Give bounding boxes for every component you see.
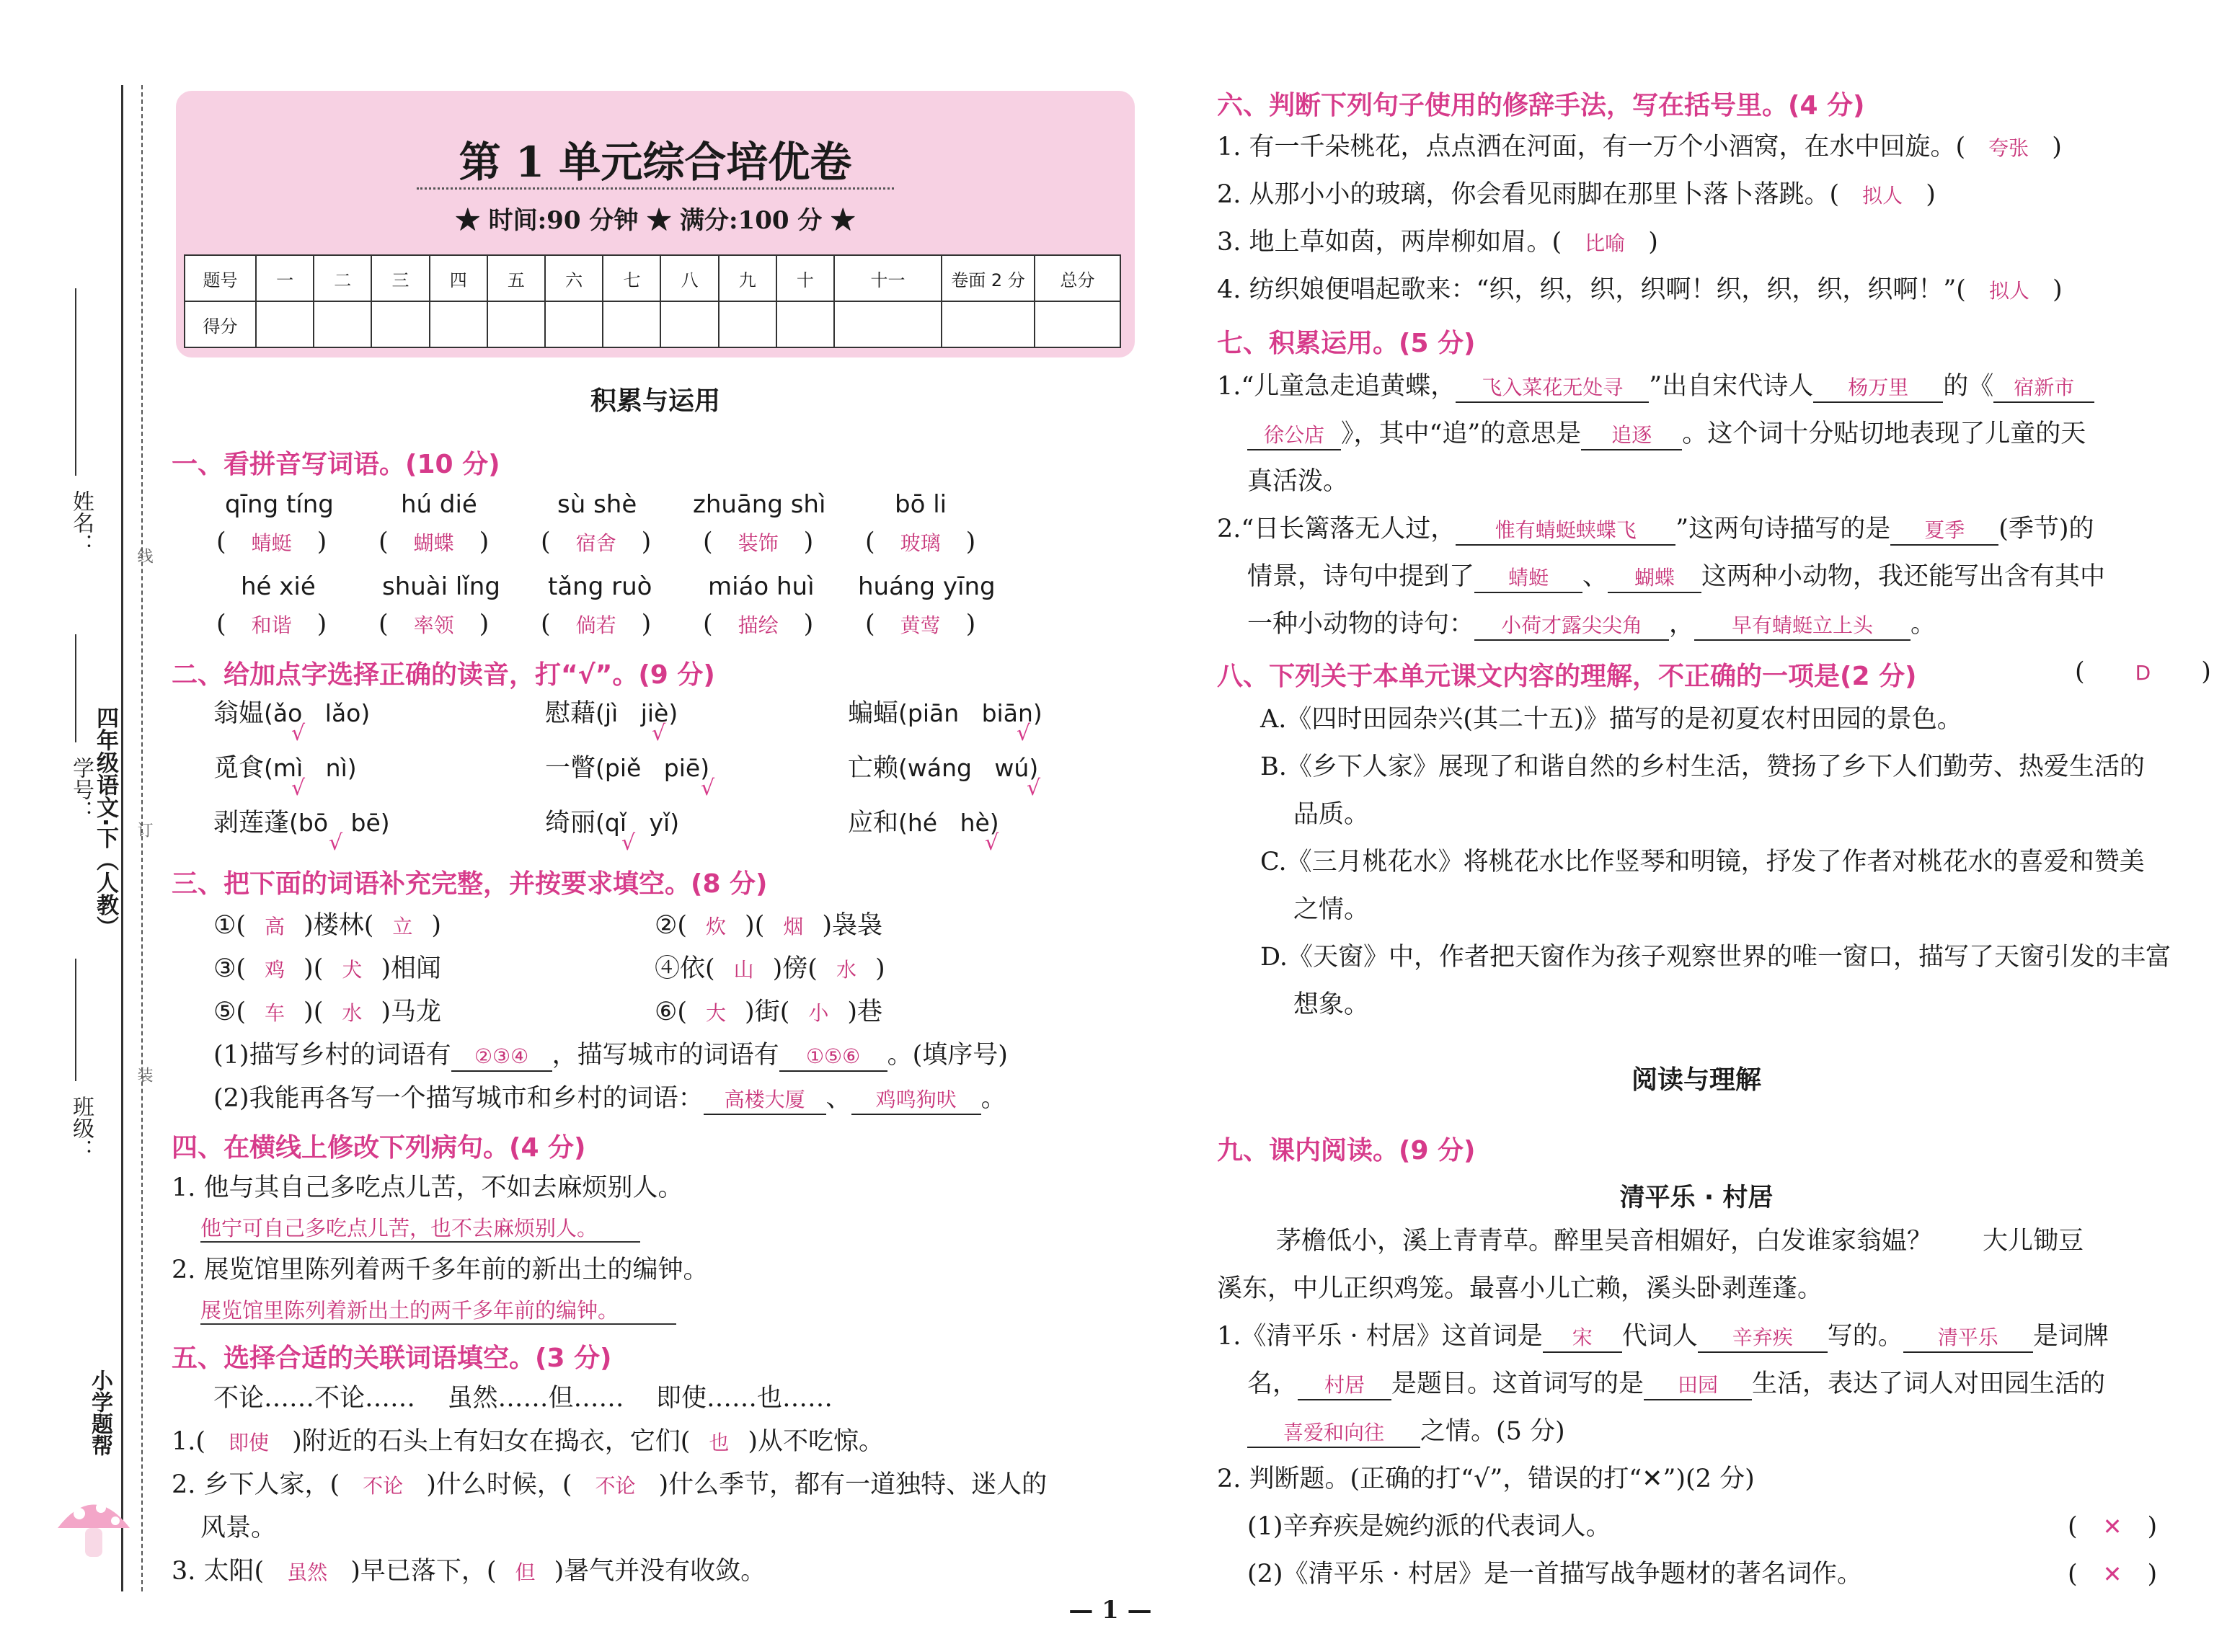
answer-blank: ( 黄莺 ) (865, 610, 976, 639)
q1-pinyin-row1 (225, 489, 947, 520)
q7-line: 情景，诗句中提到了 蜻蜓 、 蝴蝶 这两种小动物，我还能写出含有其中 (1247, 561, 2105, 593)
q6-item: 1. 有一千朵桃花，点点洒在河面，有一万个小酒窝，在水中回旋。( 夸张 ) (1217, 133, 2062, 161)
q4-answer: 展览馆里陈列着新出土的两千多年前的编钟。 (200, 1297, 676, 1325)
q7-line: 一种小动物的诗句： 小荷才露尖尖角 ， 早有蜻蜓立上头 。 (1247, 608, 1936, 641)
book-label: 四年级语文·下（人教） (92, 706, 118, 938)
table-header: 十一 (834, 255, 942, 301)
score-cell[interactable] (256, 301, 314, 347)
q7-line: 1.“儿童急走追黄蝶， 飞入菜花无处寻 ”出自宋代诗人 杨万里 的《 宿新市 (1217, 370, 2094, 403)
score-cell[interactable] (834, 301, 942, 347)
check-mark: √ (329, 830, 343, 856)
score-cell[interactable] (487, 301, 545, 347)
q4-sentence: 2. 展览馆里陈列着两千多年前的新出土的编钟。 (172, 1256, 709, 1284)
answer-blank: ( 装饰 ) (703, 528, 814, 556)
answer-blank: ( 蜻蜓 ) (216, 528, 327, 556)
answer-blank: ( 蝴蝶 ) (378, 528, 490, 556)
q6-title: 六、判断下列句子使用的修辞手法，写在括号里。(4 分) (1217, 91, 1865, 120)
score-table-header-row (185, 255, 1120, 301)
q8-option: 想象。 (1293, 990, 1370, 1019)
q5-sentence: 2. 乡下人家，( 不论 )什么时候，( 不论 )什么季节，都有一道独特、迷人的 (172, 1470, 1048, 1499)
q2-item: 翁媪(ǎo lǎo) (213, 699, 371, 728)
q3-line: ⑥( 大 )街( 小 )巷 (655, 998, 883, 1026)
answer-blank: ( 玻璃 ) (865, 528, 976, 556)
id-label: 学号： (68, 757, 94, 822)
q2-item: 一瞥(piě piē) (545, 754, 710, 783)
pinyin: hé xié (241, 572, 316, 601)
margin-strip (0, 0, 155, 1652)
part-title-accumulation: 积累与运用 (590, 386, 720, 416)
q8-title: 八、下列关于本单元课文内容的理解，不正确的一项是(2 分) (1217, 662, 1917, 691)
brand-text: 小学题帮 (87, 1369, 112, 1456)
poem-title: 清平乐 · 村居 (1619, 1184, 1774, 1212)
pinyin: miáo huì (708, 572, 815, 601)
q9-judge: (2)《清平乐 · 村居》是一首描写战争题材的著名词作。 (1247, 1560, 1862, 1589)
q8-option: D.《天窗》中，作者把天窗作为孩子观察世界的唯一窗口，描写了天窗引发的丰富 (1260, 943, 2171, 972)
bind-mark-3: 装 (135, 1067, 153, 1083)
q2-item: 慰藉(jì jiè) (545, 699, 678, 728)
q5-title: 五、选择合适的关联词语填空。(3 分) (172, 1344, 612, 1373)
table-header: 八 (660, 255, 718, 301)
q8-option: B.《乡下人家》展现了和谐自然的乡村生活，赞扬了乡下人们勤劳、热爱生活的 (1260, 752, 2145, 781)
score-cell[interactable] (371, 301, 429, 347)
pinyin: bō li (895, 490, 947, 519)
q8-option: A.《四时田园杂兴(其二十五)》描写的是初夏农村田园的景色。 (1260, 705, 1962, 734)
table-header: 四 (430, 255, 487, 301)
q9-line: 1.《清平乐 · 村居》这首词是 宋 代词人 辛弃疾 写的。 清平乐 是词牌 (1217, 1320, 2109, 1353)
q9-judge-bracket: ( ✕ ) (2068, 1560, 2158, 1589)
score-cell[interactable] (660, 301, 718, 347)
check-mark: √ (1027, 776, 1041, 801)
answer-blank: ( 倘若 ) (541, 610, 652, 639)
score-table-score-row (185, 301, 1120, 347)
q8-answer-bracket: ( D ) (2075, 657, 2211, 686)
q5-sentence: 1.( 即使 )附近的石头上有妇女在捣衣，它们( 也 )从不吃惊。 (172, 1427, 885, 1456)
score-cell[interactable] (942, 301, 1035, 347)
q3-line: ⑤( 车 )( 水 )马龙 (213, 998, 442, 1026)
q9-title: 九、课内阅读。(9 分) (1217, 1136, 1476, 1165)
pinyin: qīng tíng (225, 490, 334, 519)
check-mark: √ (1017, 721, 1031, 746)
table-header: 五 (487, 255, 545, 301)
q3-line: ①( 高 )楼林( 立 ) (213, 911, 442, 940)
q1-title: 一、看拼音写词语。(10 分) (172, 450, 500, 479)
q3-line: ④依( 山 )傍( 水 ) (655, 954, 885, 983)
q2-item: 剥莲蓬(bō bē) (213, 809, 390, 838)
score-table (184, 254, 1121, 348)
q3-title: 三、把下面的词语补充完整，并按要求填空。(8 分) (172, 869, 768, 899)
q2-item: 亡赖(wáng wú) (848, 754, 1039, 783)
q5-sentence-cont: 风景。 (200, 1514, 277, 1542)
bind-mark-2: 订 (135, 822, 153, 838)
q4-answer: 他宁可自己多吃点儿苦，也不去麻烦别人。 (200, 1215, 640, 1243)
q7-line: 2.“日长篱落无人过， 惟有蜻蜓蛱蝶飞 ”这两句诗描写的是 夏季 (季节)的 (1217, 513, 2094, 546)
pinyin: tǎng ruò (548, 572, 652, 601)
q6-item: 2. 从那小小的玻璃，你会看见雨脚在那里卜落卜落跳。( 拟人 ) (1217, 180, 1936, 209)
bind-mark-1: 线 (135, 548, 153, 564)
score-cell[interactable] (603, 301, 660, 347)
q3-sub2: (2)我能再各写一个描写城市和乡村的词语： 高楼大厦 、 鸡鸣狗吠 。 (213, 1083, 1006, 1115)
q3-sub1: (1)描写乡村的词语有 ②③④ ，描写城市的词语有 ①⑤⑥ 。(填序号) (213, 1039, 1008, 1072)
q3-line: ③( 鸡 )( 犬 )相闻 (213, 954, 442, 983)
q8-option: 品质。 (1293, 800, 1370, 829)
q1-answer-row2 (216, 608, 975, 641)
score-cell[interactable] (430, 301, 487, 347)
q9-judge-bracket: ( ✕ ) (2068, 1512, 2158, 1541)
answer-blank: ( 描绘 ) (703, 610, 814, 639)
check-mark: √ (621, 830, 636, 856)
page-number: — 1 — (1068, 1596, 1152, 1625)
q3-line: ②( 炊 )( 烟 )袅袅 (655, 911, 883, 940)
q9-judge: (1)辛弃疾是婉约派的代表词人。 (1247, 1512, 1611, 1541)
q4-sentence: 1. 他与其自己多吃点儿苦，不如去麻烦别人。 (172, 1173, 683, 1202)
table-header: 六 (545, 255, 603, 301)
score-cell[interactable] (776, 301, 834, 347)
pinyin: shuài lǐng (382, 572, 500, 601)
pinyin: sù shè (557, 490, 637, 519)
score-cell[interactable] (314, 301, 371, 347)
q1-pinyin-row2 (241, 571, 996, 603)
q5-options: 不论……不论…… 虽然……但…… 即使……也…… (213, 1384, 833, 1413)
check-mark: √ (985, 830, 999, 856)
q2-item: 绮丽(qǐ yǐ) (545, 809, 680, 838)
pinyin: hú dié (401, 490, 477, 519)
margin-rule-inner (141, 85, 143, 1591)
q2-item: 蝙蝠(piān biān) (848, 699, 1042, 728)
pinyin: huáng yīng (858, 572, 996, 601)
q6-item: 3. 地上草如茵，两岸柳如眉。( 比喻 ) (1217, 228, 1658, 257)
name-label: 姓名： (68, 490, 94, 555)
q2-item: 应和(hé hè) (848, 809, 999, 838)
q6-item: 4. 纺织娘便唱起歌来：“织，织，织，织啊！织，织，织，织啊！”( 拟人 ) (1217, 275, 2063, 304)
title-underline (417, 187, 894, 190)
q7-line: 徐公店 》，其中“追”的意思是 追逐 。这个词十分贴切地表现了儿童的天 (1247, 418, 2086, 450)
id-blank (75, 634, 76, 742)
mushroom-logo (50, 1485, 137, 1564)
score-cell[interactable] (545, 301, 603, 347)
q9-line: 名， 村居 是题目。这首词写的是 田园 生活，表达了词人对田园生活的 (1247, 1368, 2105, 1400)
q4-title: 四、在横线上修改下列病句。(4 分) (172, 1133, 586, 1163)
table-header: 题号 (185, 255, 256, 301)
page-title: 第 1 单元综合培优卷 (459, 138, 852, 187)
q2-title: 二、给加点字选择正确的读音，打“√”。(9 分) (172, 660, 715, 690)
check-mark: √ (291, 721, 306, 746)
table-header: 二 (314, 255, 371, 301)
part-title-reading: 阅读与理解 (1631, 1065, 1761, 1095)
class-blank (75, 959, 76, 1081)
score-cell[interactable] (1035, 301, 1120, 347)
check-mark: √ (291, 776, 306, 801)
q7-title: 七、积累运用。(5 分) (1217, 329, 1476, 358)
q8-option: C.《三月桃花水》将桃花水比作竖琴和明镜，抒发了作者对桃花水的喜爱和赞美 (1260, 848, 2145, 876)
table-header: 九 (719, 255, 776, 301)
q2-item: 觅食(mì nì) (213, 754, 357, 783)
q1-answer-row1 (216, 526, 975, 559)
name-blank (75, 288, 76, 476)
table-header: 十 (776, 255, 834, 301)
table-header: 卷面 2 分 (942, 255, 1035, 301)
q9-line: 2. 判断题。(正确的打“√”，错误的打“✕”)(2 分) (1217, 1465, 1755, 1493)
q7-line: 真活泼。 (1247, 467, 1349, 496)
answer-blank: ( 和谐 ) (216, 610, 327, 639)
q9-line: 喜爱和向往 之情。(5 分) (1247, 1416, 1565, 1448)
table-header: 总分 (1035, 255, 1120, 301)
check-mark: √ (652, 721, 666, 746)
table-header: 一 (256, 255, 314, 301)
score-cell[interactable] (719, 301, 776, 347)
table-header: 三 (371, 255, 429, 301)
poem-line: 茅檐低小，溪上青青草。醉里吴音相媚好，白发谁家翁媪？ 大儿锄豆 (1276, 1227, 2084, 1256)
table-header: 七 (603, 255, 660, 301)
answer-blank: ( 率领 ) (378, 610, 490, 639)
q8-option: 之情。 (1293, 895, 1370, 924)
poem-line: 溪东，中儿正织鸡笼。最喜小儿亡赖，溪头卧剥莲蓬。 (1217, 1274, 1823, 1303)
exam-subtitle: ★ 时间:90 分钟 ★ 满分:100 分 ★ (455, 206, 856, 235)
answer-blank: ( 宿舍 ) (541, 528, 652, 556)
class-label: 班级： (68, 1096, 94, 1160)
check-mark: √ (701, 776, 715, 801)
q5-sentence: 3. 太阳( 虽然 )早已落下，( 但 )暑气并没有收敛。 (172, 1557, 766, 1586)
table-row-label: 得分 (185, 301, 256, 347)
pinyin: zhuāng shì (693, 490, 826, 519)
